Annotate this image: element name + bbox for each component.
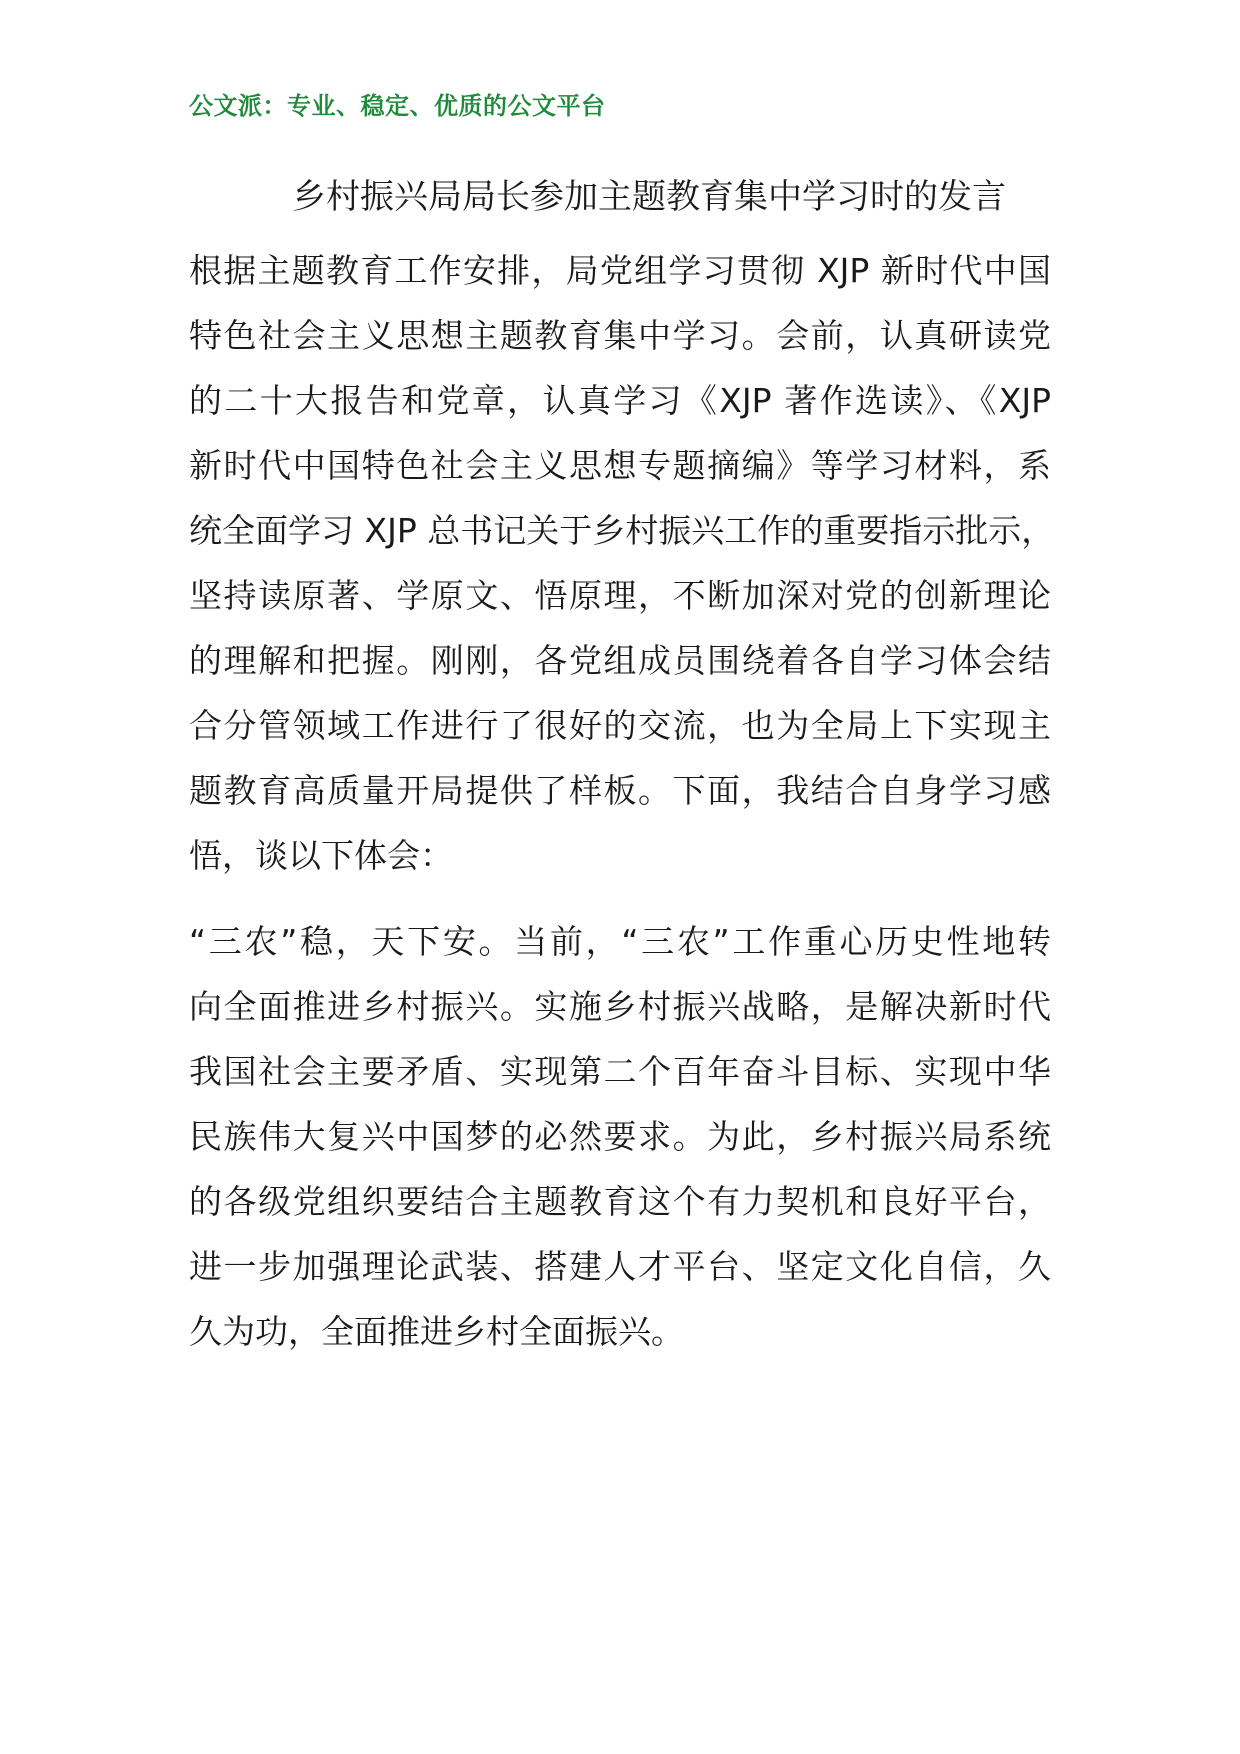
paragraph-line: 进一步加强理论武装、搭建人才平台、坚定文化自信，久: [189, 1247, 1051, 1286]
paragraph-line: 合分管领域工作进行了很好的交流，也为全局上下实现主: [189, 706, 1051, 745]
site-header-banner: 公文派：专业、稳定、优质的公文平台: [189, 92, 606, 120]
paragraph-line: 的二十大报告和党章，认真学习《XJP 著作选读》、《XJP: [189, 381, 1051, 420]
paragraph-line: 的理解和把握。刚刚，各党组成员围绕着各自学习体会结: [189, 641, 1051, 680]
paragraph-line: 的各级党组织要结合主题教育这个有力契机和良好平台，: [189, 1182, 1051, 1221]
paragraph-line: 根据主题教育工作安排，局党组学习贯彻 XJP 新时代中国: [189, 251, 1051, 290]
paragraph-line: 我国社会主要矛盾、实现第二个百年奋斗目标、实现中华: [189, 1052, 1051, 1091]
paragraph-line: 新时代中国特色社会主义思想专题摘编》等学习材料，系: [189, 446, 1051, 485]
paragraph-line: 悟，谈以下体会：: [189, 836, 453, 875]
paragraph-line: 统全面学习 XJP 总书记关于乡村振兴工作的重要指示批示，: [189, 511, 1055, 550]
document-title: 乡村振兴局局长参加主题教育集中学习时的发言: [292, 177, 1006, 217]
paragraph-line: 坚持读原著、学原文、悟原理，不断加深对党的创新理论: [189, 576, 1051, 615]
paragraph-line: 久为功，全面推进乡村全面振兴。: [189, 1312, 684, 1351]
paragraph-line: “三农”稳，天下安。当前，“三农”工作重心历史性地转: [189, 922, 1051, 961]
paragraph-line: 特色社会主义思想主题教育集中学习。会前，认真研读党: [189, 316, 1051, 355]
paragraph-line: 民族伟大复兴中国梦的必然要求。为此，乡村振兴局系统: [189, 1117, 1051, 1156]
paragraph-line: 题教育高质量开局提供了样板。下面，我结合自身学习感: [189, 771, 1051, 810]
paragraph-line: 向全面推进乡村振兴。实施乡村振兴战略，是解决新时代: [189, 987, 1051, 1026]
